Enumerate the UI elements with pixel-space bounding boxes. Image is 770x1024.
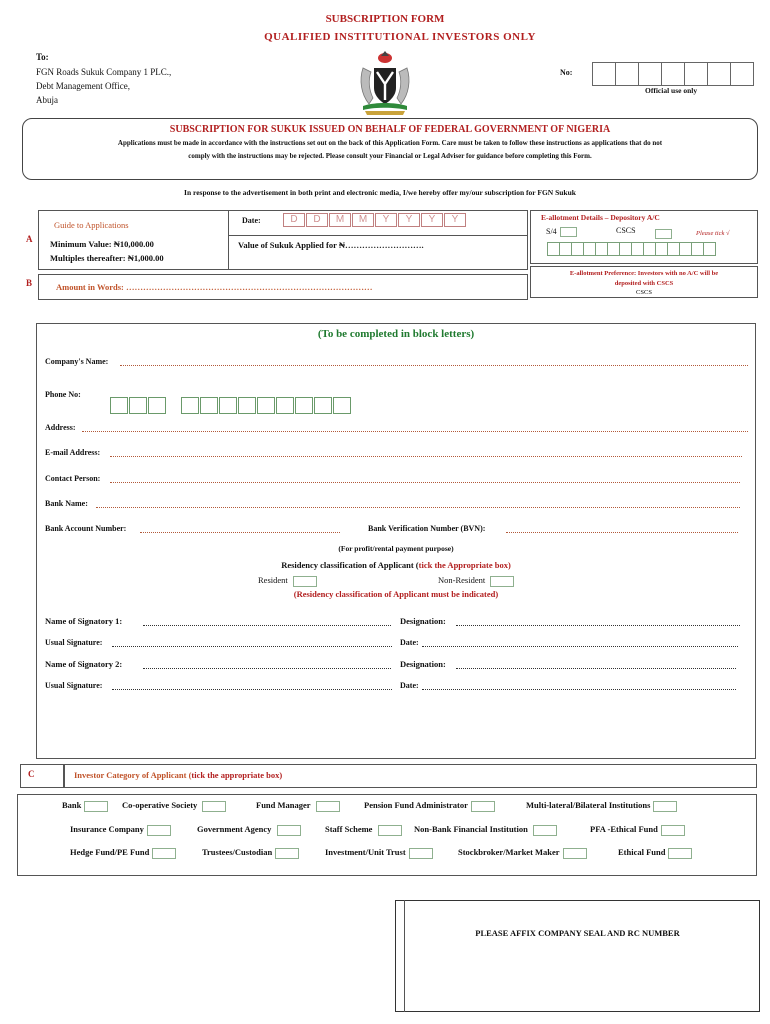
category-label: Government Agency [197,824,272,834]
multiples-value: Multiples thereafter: ₦1,000.00 [50,253,164,263]
form-subtitle: QUALIFIED INSTITUTIONAL INVESTORS ONLY [264,31,536,43]
phone-cell[interactable] [148,397,166,414]
signatory1-input[interactable] [143,625,391,626]
category-investment-trust [325,847,433,859]
cscs-label: CSCS [616,226,636,235]
category-non-bank-fi [414,824,557,836]
bvn-input[interactable] [506,532,738,533]
address-line: FGN Roads Sukuk Company 1 PLC., [36,67,172,77]
non-resident-checkbox[interactable] [490,576,514,587]
number-cell[interactable] [730,62,754,86]
email-label: E-mail Address: [45,448,101,457]
date-cell[interactable]: Y [375,213,397,227]
contact-person-input[interactable] [110,482,740,483]
trustees-checkbox[interactable] [275,848,299,859]
insurance-checkbox[interactable] [147,825,171,836]
staff-scheme-checkbox[interactable] [378,825,402,836]
bvn-label: Bank Verification Number (BVN): [368,524,486,533]
date1-input[interactable] [422,646,738,647]
category-label: Investment/Unit Trust [325,847,406,857]
phone-label: Phone No: [45,390,81,399]
usual-signature1-input[interactable] [112,646,392,647]
phone-cell[interactable] [181,397,199,414]
address-label: Address: [45,423,76,432]
date-cell[interactable]: Y [398,213,420,227]
preference-line: CSCS [636,289,652,296]
guide-label: Guide to Applications [54,220,129,230]
amount-in-words-field[interactable]: Amount in Words: …………………………………………………………………………… [56,282,373,292]
cscs-checkbox[interactable] [655,229,672,239]
designation1-input[interactable] [456,625,740,626]
residency-tick-note: tick the Appropriate box) [418,560,511,570]
category-label: Bank [62,800,82,810]
usual-signature2-label: Usual Signature: [45,681,103,690]
category-label: Stockbroker/Market Maker [458,847,560,857]
notice-line: Applications must be made in accordance with the instructions set out on the back of this Application Form. Care must be taken to follow these instructions as applications that do not [117,139,663,147]
date-cell[interactable]: Y [421,213,443,227]
non-resident-option [438,575,514,587]
notice-line: comply with the instructions may be rejected. Please consult your Financial or Legal Adviser for guidance before completing this Form. [188,152,592,160]
phone-cell[interactable] [314,397,332,414]
value-applied-field[interactable]: Value of Sukuk Applied for ₦………………………. [238,240,424,250]
preference-line: deposited with CSCS [614,280,674,287]
date2-label: Date: [400,681,419,690]
email-input[interactable] [110,456,742,457]
date-label: Date: [242,216,261,225]
signatory1-label: Name of Signatory 1: [45,616,123,626]
resident-option [258,575,317,587]
account-number-input[interactable] [140,532,340,533]
section-a-marker: A [26,234,33,244]
pension-fund-checkbox[interactable] [471,801,495,812]
category-insurance [70,824,171,836]
account-number-label: Bank Account Number: [45,524,127,533]
phone-cell[interactable] [295,397,313,414]
divider [228,210,229,270]
phone-cell[interactable] [110,397,128,414]
non-bank-fi-checkbox[interactable] [533,825,557,836]
category-staff-scheme [325,824,402,836]
date-input[interactable] [283,213,467,227]
number-cell[interactable] [684,62,708,86]
category-pension-fund-admin [364,800,495,812]
number-cell[interactable] [638,62,662,86]
cscs-account-cells[interactable] [547,242,715,258]
designation2-input[interactable] [456,668,736,669]
investor-category-title [74,770,282,780]
category-trustees [202,847,299,859]
date2-input[interactable] [422,689,736,690]
category-label: Co-operative Society [122,800,198,810]
category-label: Trustees/Custodian [202,847,273,857]
residency-required-note: (Residency classification of Applicant must be indicated) [293,589,499,599]
account-cell[interactable] [703,242,716,256]
phone-cell[interactable] [276,397,294,414]
signatory2-label: Name of Signatory 2: [45,659,123,669]
signatory2-input[interactable] [143,668,391,669]
category-fund-manager [256,800,340,812]
date-cell[interactable]: M [352,213,374,227]
date-cell[interactable]: M [329,213,351,227]
category-ethical-fund [618,847,692,859]
divider [404,900,405,1012]
s4-label: S/4 [546,227,557,236]
investor-category-label: Investor Category of Applicant ( [74,770,192,780]
applicant-details-box [36,323,756,759]
company-seal-label: PLEASE AFFIX COMPANY SEAL AND RC NUMBER [475,928,680,938]
resident-checkbox[interactable] [293,576,317,587]
category-bank [62,800,108,812]
category-label: Fund Manager [256,800,311,810]
category-pfa-ethical [590,824,685,836]
no-label: No: [560,68,573,77]
phone-cell[interactable] [200,397,218,414]
category-label: Multi-lateral/Bilateral Institutions [526,800,651,810]
coat-of-arms-icon [355,50,415,116]
category-label: Hedge Fund/PE Fund [70,847,150,857]
category-label: PFA -Ethical Fund [590,824,658,834]
bank-checkbox[interactable] [84,801,108,812]
hedge-fund-checkbox[interactable] [152,848,176,859]
fund-manager-checkbox[interactable] [316,801,340,812]
stockbroker-checkbox[interactable] [563,848,587,859]
category-government-agency [197,824,301,836]
designation1-label: Designation: [400,616,446,626]
block-letters-title: (To be completed in block letters) [317,328,475,340]
official-use-label: Official use only [645,86,698,95]
intro-text: In response to the advertisement in both print and electronic media, I/we hereby offer my/our subscription for FGN Sukuk [184,188,576,197]
purpose-note: (For profit/rental payment purpose) [338,544,454,553]
category-label: Pension Fund Administrator [364,800,468,810]
designation2-label: Designation: [400,659,446,669]
to-label: To: [36,52,49,62]
e-allotment-preference-box [530,266,758,298]
category-label: Insurance Company [70,824,144,834]
usual-signature2-input[interactable] [112,689,392,690]
number-cell[interactable] [615,62,639,86]
minimum-value: Minimum Value: ₦10,000.00 [50,239,154,249]
bank-name-label: Bank Name: [45,499,88,508]
category-label: Ethical Fund [618,847,666,857]
date-cell[interactable]: D [283,213,305,227]
section-c-marker: C [28,769,35,779]
preference-line: E-allotment Preference: Investors with no A/C will be [569,270,719,277]
date-cell[interactable]: D [306,213,328,227]
resident-label: Resident [258,575,288,585]
usual-signature1-label: Usual Signature: [45,638,103,647]
bank-name-input[interactable] [96,507,740,508]
date-cell[interactable]: Y [444,213,466,227]
ethical-fund-checkbox[interactable] [668,848,692,859]
investment-trust-checkbox[interactable] [409,848,433,859]
s4-checkbox[interactable] [560,227,577,237]
form-title: SUBSCRIPTION FORM [325,13,445,25]
phone-cell[interactable] [257,397,275,414]
contact-person-label: Contact Person: [45,474,101,483]
phone-cell[interactable] [129,397,147,414]
category-label: Staff Scheme [325,824,373,834]
category-label: Non-Bank Financial Institution [414,824,528,834]
number-cell[interactable] [661,62,685,86]
multilateral-checkbox[interactable] [653,801,677,812]
phone-cell[interactable] [333,397,351,414]
section-b-marker: B [26,278,33,288]
category-hedge-fund [70,847,176,859]
category-multilateral [526,800,677,812]
address-line: Debt Management Office, [36,81,131,91]
section-c-marker-box [20,764,64,788]
government-agency-checkbox[interactable] [277,825,301,836]
category-cooperative [122,800,226,812]
residency-label: Residency classification of Applicant ( [281,560,419,570]
company-seal-box[interactable] [395,900,760,1012]
company-name-label: Company's Name: [45,357,109,366]
residency-heading [36,560,756,570]
pfa-ethical-checkbox[interactable] [661,825,685,836]
phone-input[interactable] [110,397,352,416]
date1-label: Date: [400,638,419,647]
phone-cell[interactable] [219,397,237,414]
non-resident-label: Non-Resident [438,575,486,585]
number-cell[interactable] [707,62,731,86]
company-name-input[interactable] [120,365,748,366]
e-allotment-title: E-allotment Details – Depository A/C [541,213,660,222]
investor-category-tick-note: tick the appropriate box) [191,770,283,780]
notice-title: SUBSCRIPTION FOR SUKUK ISSUED ON BEHALF OF FEDERAL GOVERNMENT OF NIGERIA [169,124,611,135]
official-number-boxes[interactable] [592,62,753,88]
address-line: Abuja [36,95,58,105]
address-input[interactable] [82,431,748,432]
category-stockbroker [458,847,587,859]
number-cell[interactable] [592,62,616,86]
addressee [36,65,171,107]
s4-option [546,227,577,237]
please-tick-note: Please tick √ [696,230,730,237]
phone-cell[interactable] [238,397,256,414]
cooperative-checkbox[interactable] [202,801,226,812]
divider [228,235,528,236]
